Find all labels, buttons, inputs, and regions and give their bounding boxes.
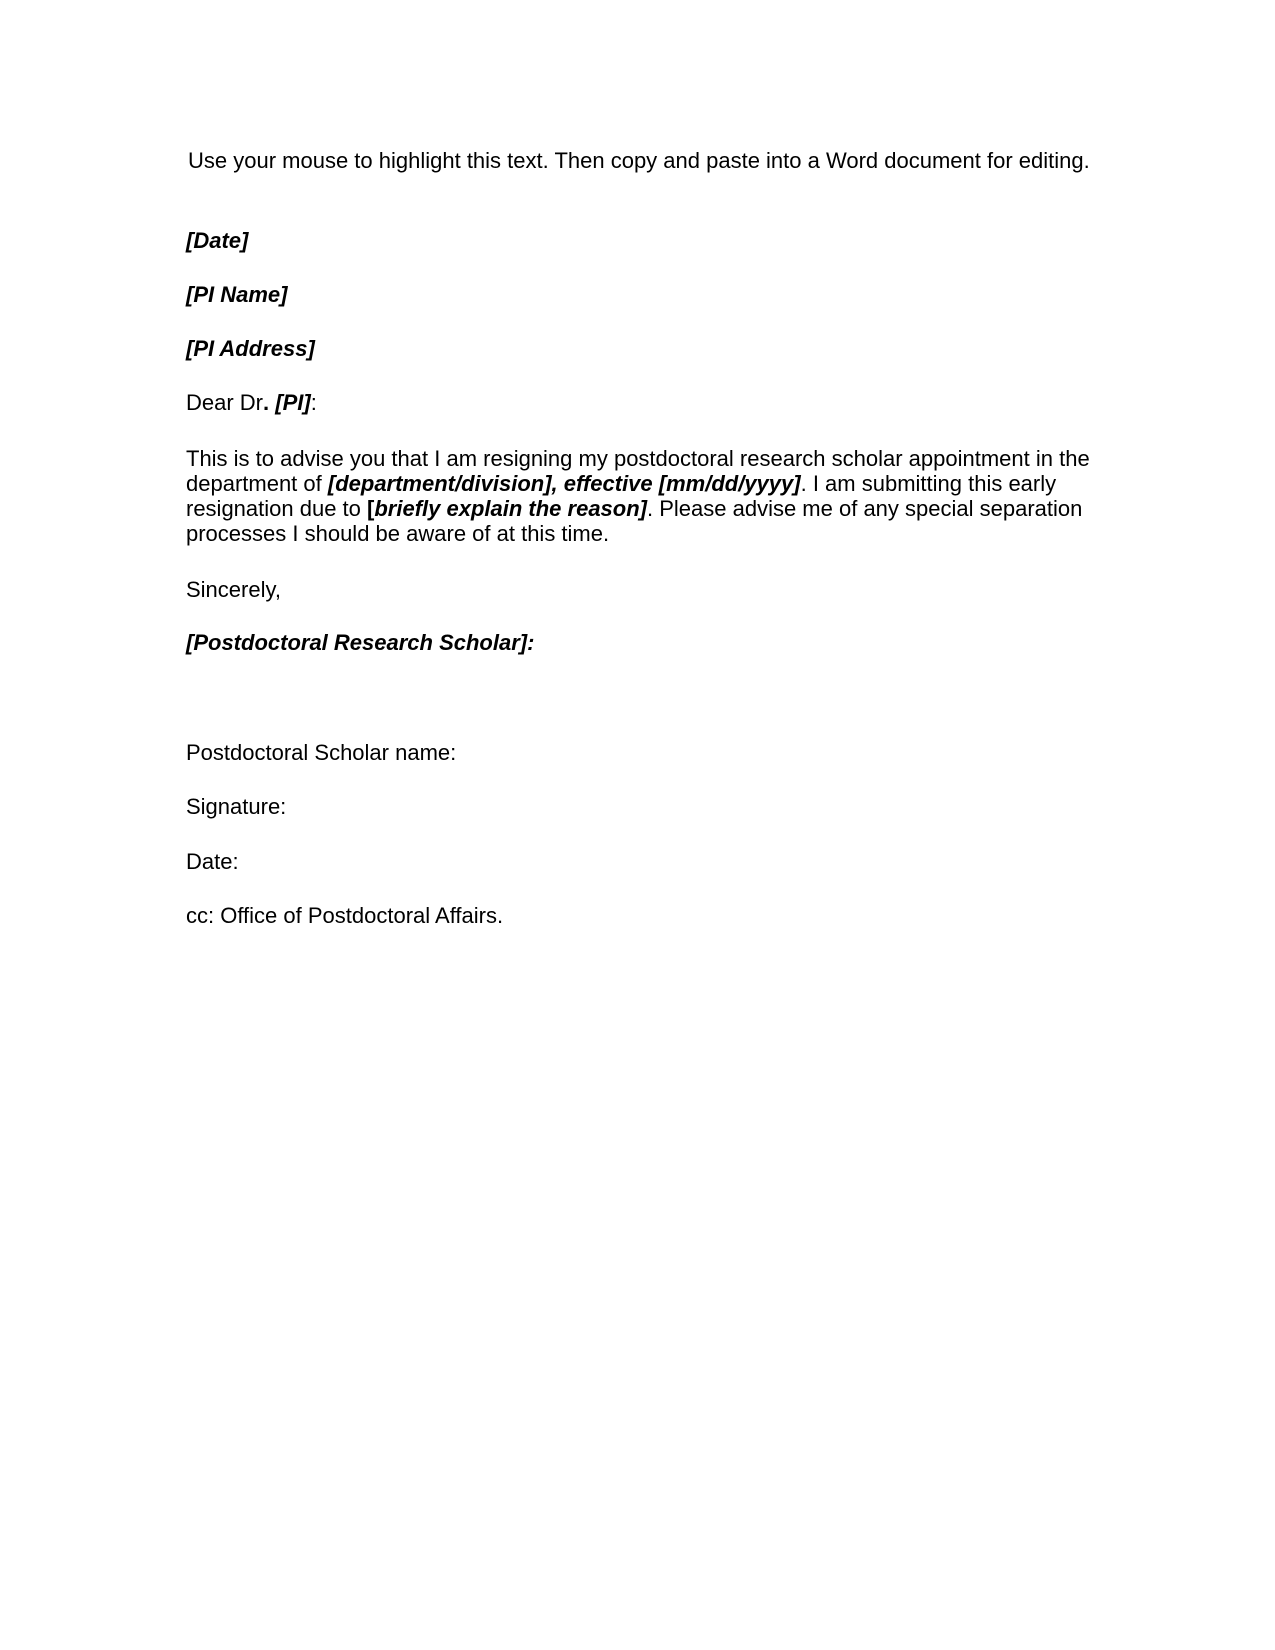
pi-name-placeholder: [PI Name] [186, 282, 288, 307]
body-line: processes I should be aware of at this time. [186, 521, 610, 546]
instruction-text: Use your mouse to highlight this text. Then copy and paste into a Word document for editing. [188, 148, 1090, 173]
reason-placeholder: briefly explain the reason] [374, 496, 647, 521]
department-effective-placeholder: [department/division], effective [mm/dd/yyyy] [327, 471, 801, 496]
body-line: This is to advise you that I am resigning my postdoctoral research scholar appointment in the [186, 446, 1090, 471]
signature-label: Signature: [186, 794, 287, 819]
pi-address-placeholder: [PI Address] [186, 336, 315, 361]
date-label: Date: [186, 849, 239, 874]
body-text: resignation due to [186, 496, 368, 521]
signer-placeholder: [Postdoctoral Research Scholar]: [186, 630, 535, 655]
body-paragraph [186, 447, 1096, 547]
body-line [186, 497, 1096, 522]
body-text: . I am submitting this early [800, 471, 1057, 496]
body-line [186, 472, 1096, 497]
salutation-colon: : [310, 390, 317, 415]
reason-bracket: [ [367, 496, 375, 521]
body-text: department of [186, 471, 328, 496]
salutation-dot: . [263, 390, 270, 415]
scholar-name-label: Postdoctoral Scholar name: [186, 740, 457, 765]
date-placeholder: [Date] [186, 228, 249, 253]
salutation [186, 391, 317, 415]
salutation-pi-placeholder: [PI] [269, 390, 311, 415]
salutation-prefix: Dear Dr [186, 390, 264, 415]
closing: Sincerely, [186, 577, 281, 602]
body-text: . Please advise me of any special separation [647, 496, 1083, 521]
cc-line: cc: Office of Postdoctoral Affairs. [186, 903, 504, 928]
